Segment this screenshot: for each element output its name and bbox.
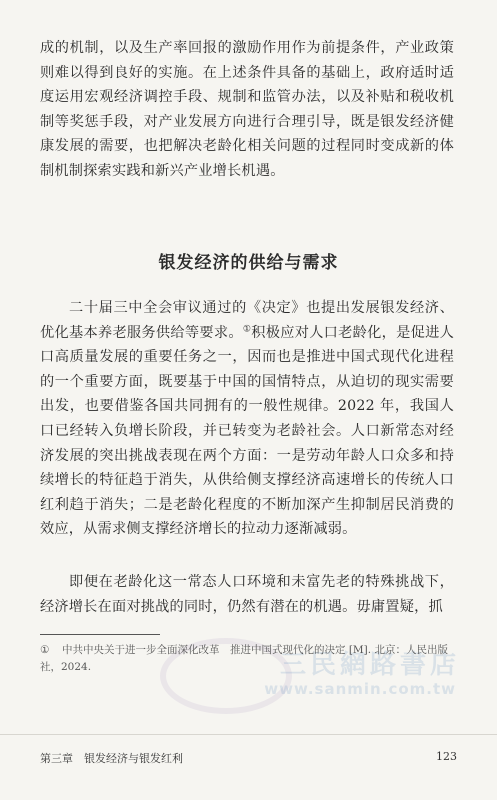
body-paragraph-2 xyxy=(40,296,454,542)
page-number: 123 xyxy=(436,750,457,763)
body-paragraph-2-part-a: 二十届三中全会审议通过的《决定》也提出发展银发经济、优化基本养老服务供给等要求。 xyxy=(40,300,454,341)
footer-divider xyxy=(0,734,497,735)
footnote-reference[interactable]: ① xyxy=(242,323,252,334)
section-heading: 银发经济的供给与需求 xyxy=(158,253,339,273)
body-paragraph-3: 即便在老龄化这一常态人口环境和未富先老的特殊挑战下，经济增长在面对挑战的同时，仍然有潜在的机遇。毋庸置疑，抓 xyxy=(40,574,454,615)
footnote-divider xyxy=(40,634,160,635)
body-paragraph-2-part-b: 积极应对人口老龄化，是促进人口高质量发展的重要任务之一，因而也是推进中国式现代化进程的一个重要方面，既要基于中国的国情特点，从迫切的现实需要出发，也要借鉴各国共同拥有的一般性规律。2022 年，我国人口已经转入负增长阶段，并已转变为老龄社会。人口新常态对经济发展的突出挑战表现在两个方面：一是劳动年龄人口众多和持续增长的特征趋于消失，从供给侧支撑经济高速增长的传统人口红利趋于消失；二是老龄化程度的不断加深产生抑制居民消费的效应，从需求侧支撑经济增长的拉动力逐渐减弱。 xyxy=(40,324,454,538)
footnote xyxy=(40,642,454,676)
watermark-name: 三民網路書店 xyxy=(279,650,460,680)
footnote-mark: ① xyxy=(40,644,50,656)
footnote-text: 中共中央关于进一步全面深化改革 推进中国式现代化的决定 [M]. 北京：人民出版社，2024. xyxy=(40,644,448,673)
body-paragraph-1: 成的机制，以及生产率回报的激励作用作为前提条件，产业政策则难以得到良好的实施。在上述条件具备的基础上，政府适时适度运用宏观经济调控手段、规制和监管办法，以及补贴和税收机制等奖惩手段，对产业发展方向进行合理引导，既是银发经济健康发展的需要，也把解决老龄化相关问题的过程同时变成新的体制机制探索实践和新兴产业增长机遇。 xyxy=(40,40,454,179)
watermark-url: www.sanmin.com.tw xyxy=(264,680,456,698)
running-footer-chapter: 第三章 银发经济与银发红利 xyxy=(40,752,183,765)
